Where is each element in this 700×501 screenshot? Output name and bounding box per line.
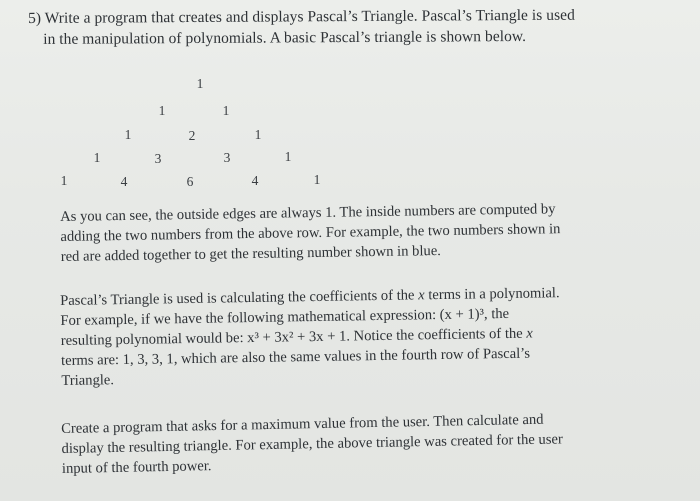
triangle-number-red: 3 <box>223 150 231 165</box>
triangle-number: 1 <box>284 149 292 164</box>
triangle-number: 1 <box>222 103 230 118</box>
triangle-number: 1 <box>158 103 166 118</box>
paragraph-text: resulting polynomial would be: x³ + 3x² + 3x + 1. Notice the coefficients of the <box>60 325 527 349</box>
triangle-number: 2 <box>188 128 196 143</box>
paragraph-line: For example, if we have the following mathematical expression: (x + 1)³, the <box>60 305 510 329</box>
paragraph-coefficients <box>60 281 671 391</box>
paragraph-line: Create a program that asks for a maximum value from the user. Then calculate and <box>61 411 544 437</box>
paragraph-text: Pascal’s Triangle is used is calculating the coefficients of the <box>60 287 419 309</box>
triangle-number: 1 <box>313 172 321 187</box>
triangle-number: 1 <box>60 173 68 188</box>
triangle-number: 1 <box>254 127 262 142</box>
variable-x: x <box>418 287 425 304</box>
triangle-number: 1 <box>93 150 101 165</box>
question-line-1: 5) Write a program that creates and displays Pascal’s Triangle. Pascal’s Triangle is used <box>28 6 575 27</box>
paragraph-outside-edges <box>60 197 671 267</box>
triangle-number-blue: 6 <box>186 174 194 189</box>
triangle-number: 4 <box>251 173 259 188</box>
paragraph-line: input of the fourth power. <box>61 458 212 477</box>
paragraph-task <box>61 407 672 479</box>
triangle-number: 1 <box>196 76 204 91</box>
question-line-2: in the manipulation of polynomials. A basic Pascal’s triangle is shown below. <box>43 27 527 48</box>
triangle-number: 1 <box>124 127 132 142</box>
triangle-number: 4 <box>120 174 128 189</box>
variable-x: x <box>526 325 533 342</box>
paragraph-line: Triangle. <box>61 372 115 389</box>
paragraph-line: adding the two numbers from the above row. For example, the two numbers shown in <box>60 221 561 245</box>
paragraph-line: terms are: 1, 3, 3, 1, which are also the same values in the fourth row of Pascal’s <box>60 345 531 369</box>
paragraph-line: As you can see, the outside edges are always 1. The inside numbers are computed by <box>60 201 556 225</box>
paragraph-text: terms in a polynomial. <box>424 285 560 304</box>
paragraph-line: red are added together to get the resulting number shown in blue. <box>60 243 442 265</box>
triangle-number-red: 3 <box>154 151 162 166</box>
paragraph-line: display the resulting triangle. For example, the above triangle was created for the user <box>61 431 563 457</box>
pascal-triangle <box>0 0 700 200</box>
